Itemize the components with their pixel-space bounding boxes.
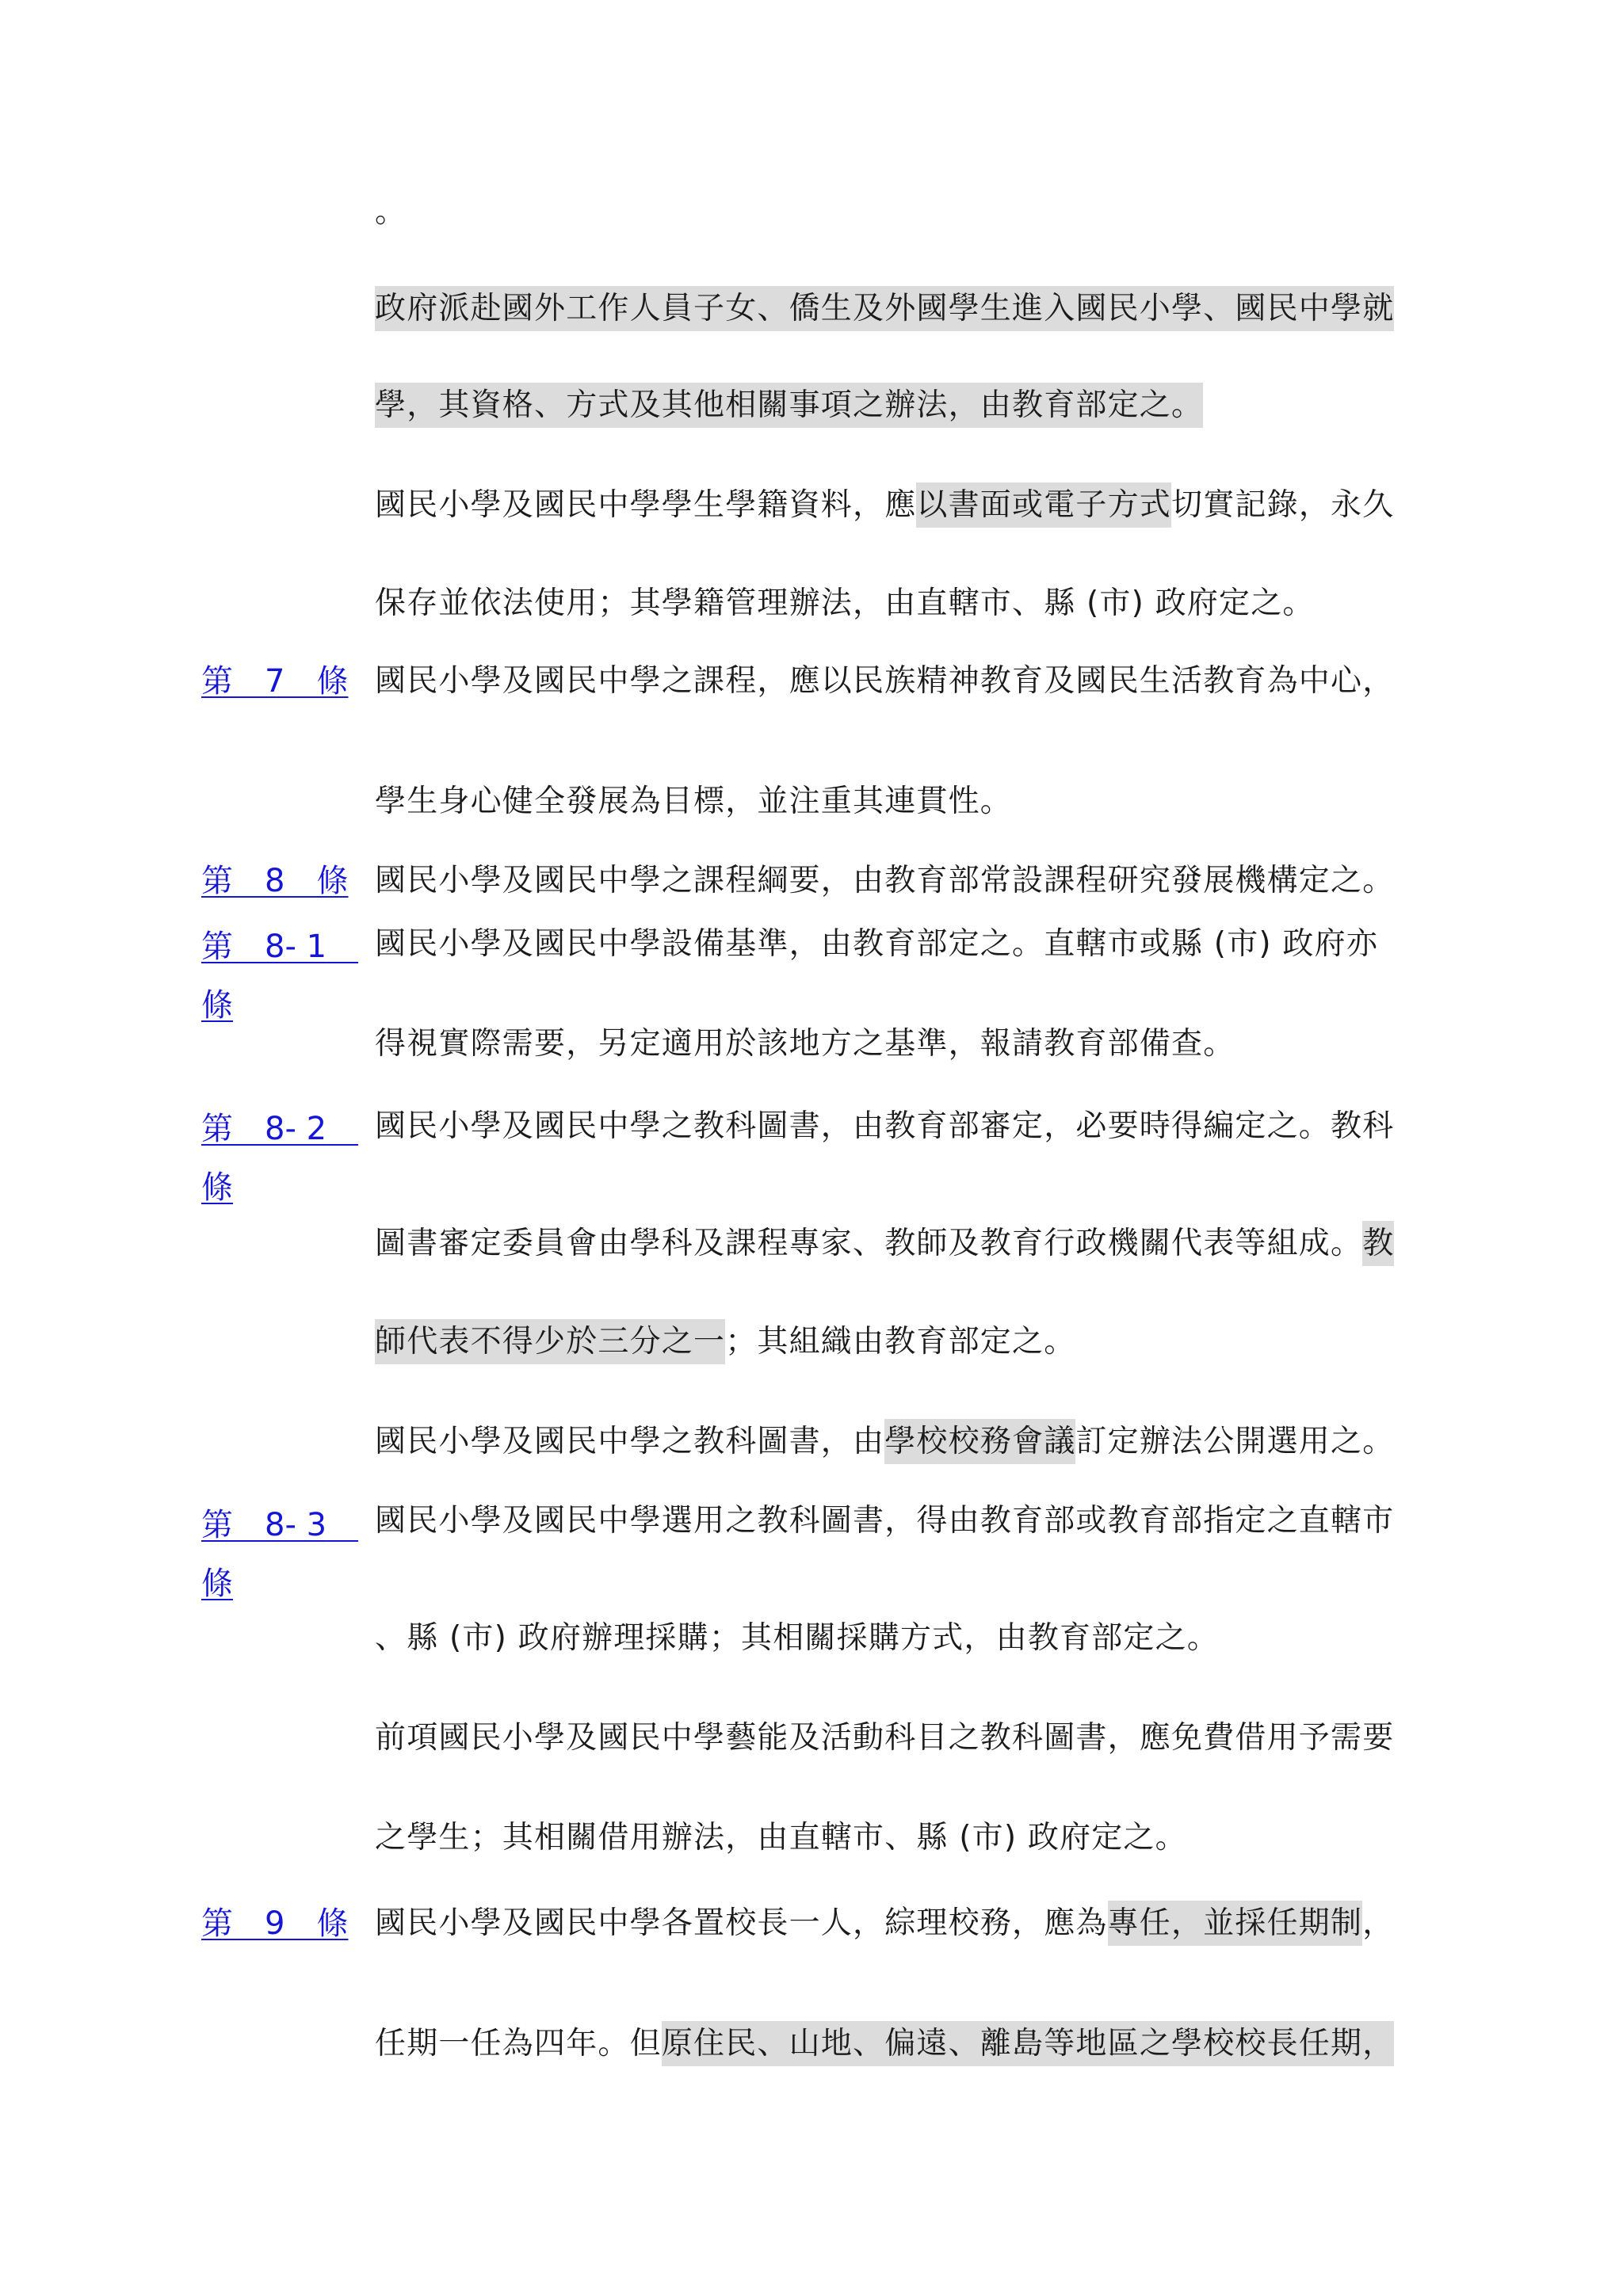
text-segment: 國民小學及國民中學之教科圖書，由教育部審定，必要時得編定之。教科 [375, 1108, 1395, 1144]
text-segment: 、縣 (市) 政府辦理採購；其相關採購方式，由教育部定之。 [375, 1620, 1220, 1656]
text-line [375, 1323, 1075, 1361]
text-line [375, 290, 1394, 328]
text-line [375, 1225, 1394, 1263]
text-segment: 國民小學及國民中學之課程綱要，由教育部常設課程研究發展機構定之。 [375, 863, 1395, 898]
text-line [375, 1108, 1394, 1146]
text-segment: 圖書審定委員會由學科及課程專家、教師及教育行政機關代表等組成。 [375, 1226, 1363, 1261]
text-segment: ， [1362, 1905, 1395, 1941]
text-segment: 國民小學及國民中學設備基準，由教育部定之。直轄市或縣 (市) 政府亦 [375, 926, 1379, 962]
text-line [375, 193, 407, 231]
text-line [375, 2025, 1394, 2063]
text-line [375, 1619, 1219, 1657]
highlighted-text: 以書面或電子方式 [916, 482, 1171, 528]
text-segment: 國民小學及國民中學各置校長一人，綜理校務，應為 [375, 1905, 1108, 1941]
highlighted-text: 教 [1362, 1221, 1394, 1266]
text-segment: 保存並依法使用；其學籍管理辦法，由直轄市、縣 (市) 政府定之。 [375, 585, 1315, 621]
highlighted-text: 師代表不得少於三分之一 [375, 1319, 725, 1364]
text-segment: 訂定辦法公開選用之。 [1075, 1424, 1395, 1459]
article-9-link[interactable]: 第 9 條 [201, 1905, 349, 1942]
article-7-link[interactable]: 第 7 條 [201, 663, 349, 700]
text-line [375, 1719, 1394, 1757]
highlighted-text: 專任，並採任期制 [1108, 1901, 1363, 1946]
text-segment: 任期一任為四年。但 [375, 2026, 662, 2061]
text-line [375, 662, 1394, 700]
text-line [375, 1502, 1394, 1540]
text-line [375, 1025, 1235, 1063]
text-segment: ；其組織由教育部定之。 [725, 1324, 1076, 1360]
article-8-3-link[interactable]: 第 8- 3 條 [201, 1507, 359, 1602]
text-line [375, 387, 1203, 425]
text-segment: 學生身心健全發展為目標，並注重其連貫性。 [375, 784, 1013, 819]
article-8-2-link[interactable]: 第 8- 2 條 [201, 1111, 359, 1206]
text-line [375, 585, 1315, 623]
text-segment: 國民小學及國民中學學生學籍資料，應 [375, 487, 917, 523]
text-line [375, 1819, 1187, 1857]
highlighted-text: 原住民、山地、偏遠、離島等地區之學校校長任期， [662, 2021, 1395, 2066]
text-segment: 國民小學及國民中學選用之教科圖書，得由教育部或教育部指定之直轄市 [375, 1503, 1395, 1539]
text-line [375, 925, 1378, 963]
text-segment: 國民小學及國民中學之課程，應以民族精神教育及國民生活教育為中心， [375, 663, 1395, 699]
text-segment: 切實記錄，永久 [1171, 487, 1395, 523]
text-line [375, 1423, 1394, 1461]
text-segment: 國民小學及國民中學之教科圖書，由 [375, 1424, 885, 1459]
text-segment: 得視實際需要，另定適用於該地方之基準，報請教育部備查。 [375, 1026, 1235, 1062]
highlighted-text: 學，其資格、方式及其他相關事項之辦法，由教育部定之。 [375, 383, 1203, 428]
article-8-link[interactable]: 第 8 條 [201, 863, 349, 899]
text-segment: 前項國民小學及國民中學藝能及活動科目之教科圖書，應免費借用予需要 [375, 1720, 1395, 1756]
text-line [375, 1905, 1394, 1943]
text-segment: 。 [375, 194, 407, 230]
highlighted-text: 政府派赴國外工作人員子女、僑生及外國學生進入國民小學、國民中學就 [375, 286, 1394, 331]
highlighted-text: 學校校務會議 [884, 1419, 1075, 1464]
article-8-1-link[interactable]: 第 8- 1 條 [201, 929, 359, 1024]
text-line [375, 486, 1394, 524]
text-line [375, 862, 1394, 900]
text-line [375, 783, 1012, 821]
text-segment: 之學生；其相關借用辦法，由直轄市、縣 (市) 政府定之。 [375, 1820, 1187, 1855]
